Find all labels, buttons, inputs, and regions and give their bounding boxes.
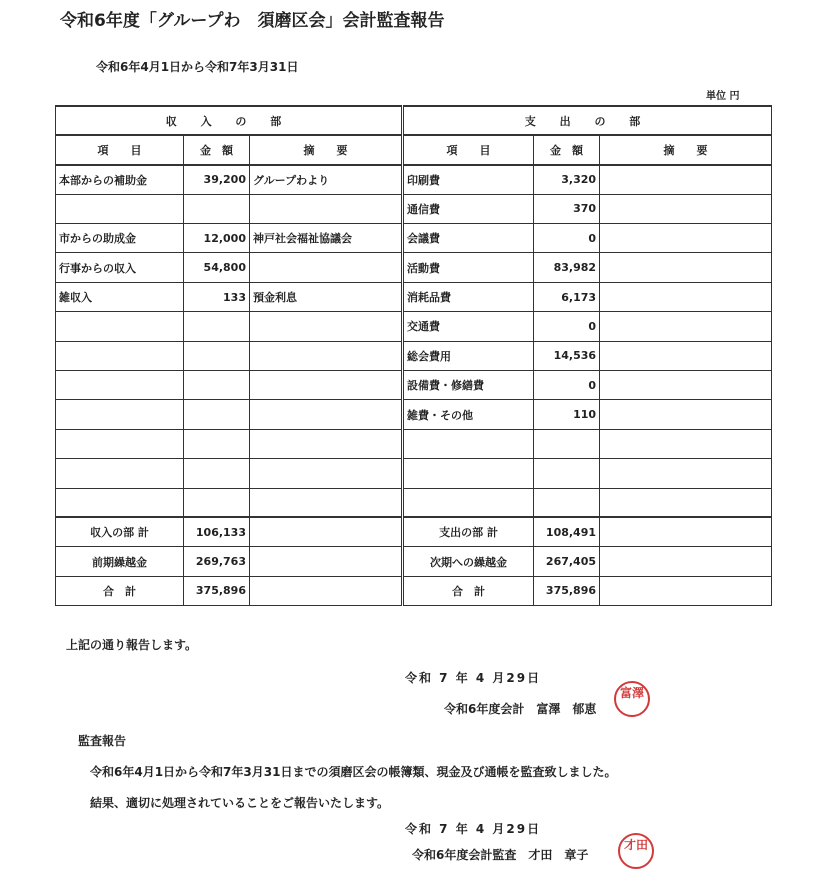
expense-amount: 0 <box>534 224 600 253</box>
income-amount <box>184 341 250 370</box>
auditor-signature: 令和6年度会計監査 才田 章子 <box>412 848 589 862</box>
ledger-row <box>56 282 772 311</box>
auditor-seal: 才田 <box>618 833 654 869</box>
income-item: 行事からの収入 <box>56 253 184 282</box>
ledger-row <box>56 429 772 458</box>
expense-amount <box>534 459 600 488</box>
income-subtotal-amount: 106,133 <box>184 517 250 546</box>
income-amount <box>184 194 250 223</box>
ledger-table <box>55 105 772 606</box>
income-note <box>250 341 402 370</box>
expense-carry-note <box>600 547 772 576</box>
fiscal-period: 令和6年4月1日から令和7年3月31日 <box>96 60 299 74</box>
income-item <box>56 429 184 458</box>
audit-body: 令和6年4月1日から令和7年3月31日までの須磨区会の帳簿類、現金及び通帳を監査致しました。 <box>90 765 617 779</box>
income-item: 本部からの補助金 <box>56 165 184 194</box>
audit-title: 監査報告 <box>78 734 127 748</box>
expense-amount: 3,320 <box>534 165 600 194</box>
expense-note <box>600 165 772 194</box>
income-item <box>56 488 184 517</box>
expense-amount: 370 <box>534 194 600 223</box>
income-note: 預金利息 <box>250 282 402 311</box>
income-item <box>56 371 184 400</box>
income-amount: 54,800 <box>184 253 250 282</box>
expense-note <box>600 341 772 370</box>
ledger-row <box>56 165 772 194</box>
income-carry-label: 前期繰越金 <box>56 547 184 576</box>
expense-col-note: 摘 要 <box>600 135 772 164</box>
expense-note <box>600 371 772 400</box>
expense-item: 活動費 <box>404 253 534 282</box>
ledger-row <box>56 488 772 517</box>
ledger-row <box>56 459 772 488</box>
ledger-row <box>56 371 772 400</box>
expense-item: 印刷費 <box>404 165 534 194</box>
income-note <box>250 194 402 223</box>
income-amount <box>184 488 250 517</box>
income-note <box>250 312 402 341</box>
expense-subtotal-note <box>600 517 772 546</box>
income-note <box>250 488 402 517</box>
income-note <box>250 371 402 400</box>
income-item: 市からの助成金 <box>56 224 184 253</box>
ledger-row <box>56 341 772 370</box>
expense-total-amount: 375,896 <box>534 576 600 605</box>
expense-note <box>600 224 772 253</box>
expense-section-header: 支 出 の 部 <box>404 106 772 135</box>
income-amount <box>184 459 250 488</box>
summary-row-total <box>56 576 772 605</box>
expense-amount <box>534 429 600 458</box>
audit-result: 結果、適切に処理されていることをご報告いたします。 <box>90 796 390 810</box>
expense-item: 雑費・その他 <box>404 400 534 429</box>
summary-row-carry <box>56 547 772 576</box>
unit-label: 単位 円 <box>706 91 740 102</box>
expense-note <box>600 488 772 517</box>
income-amount <box>184 371 250 400</box>
income-item <box>56 312 184 341</box>
report-title: 令和6年度「グループわ 須磨区会」会計監査報告 <box>60 11 445 31</box>
income-amount <box>184 400 250 429</box>
expense-amount: 0 <box>534 312 600 341</box>
expense-total-note <box>600 576 772 605</box>
expense-item <box>404 488 534 517</box>
expense-note <box>600 400 772 429</box>
expense-note <box>600 282 772 311</box>
expense-note <box>600 194 772 223</box>
expense-col-amount: 金 額 <box>534 135 600 164</box>
income-col-item: 項 目 <box>56 135 184 164</box>
income-subtotal-label: 収入の部 計 <box>56 517 184 546</box>
expense-amount: 14,536 <box>534 341 600 370</box>
ledger-row <box>56 312 772 341</box>
income-note <box>250 459 402 488</box>
income-amount <box>184 429 250 458</box>
expense-total-label: 合 計 <box>404 576 534 605</box>
income-section-header: 収 入 の 部 <box>56 106 402 135</box>
auditor-date: 令和 7 年 4 月29日 <box>405 822 542 836</box>
income-item <box>56 400 184 429</box>
ledger-row <box>56 400 772 429</box>
expense-note <box>600 459 772 488</box>
income-carry-note <box>250 547 402 576</box>
income-col-amount: 金 額 <box>184 135 250 164</box>
income-item <box>56 459 184 488</box>
ledger-row <box>56 194 772 223</box>
expense-item: 会議費 <box>404 224 534 253</box>
expense-item: 通信費 <box>404 194 534 223</box>
expense-item <box>404 429 534 458</box>
expense-item: 消耗品費 <box>404 282 534 311</box>
summary-row-subtotal <box>56 517 772 546</box>
ledger-row <box>56 224 772 253</box>
expense-note <box>600 253 772 282</box>
income-total-note <box>250 576 402 605</box>
income-note <box>250 400 402 429</box>
expense-subtotal-amount: 108,491 <box>534 517 600 546</box>
expense-col-item: 項 目 <box>404 135 534 164</box>
income-amount: 133 <box>184 282 250 311</box>
income-total-amount: 375,896 <box>184 576 250 605</box>
income-total-label: 合 計 <box>56 576 184 605</box>
income-note <box>250 429 402 458</box>
expense-carry-label: 次期への繰越金 <box>404 547 534 576</box>
expense-amount: 0 <box>534 371 600 400</box>
expense-amount: 83,982 <box>534 253 600 282</box>
expense-note <box>600 429 772 458</box>
income-amount: 12,000 <box>184 224 250 253</box>
income-subtotal-note <box>250 517 402 546</box>
expense-amount: 110 <box>534 400 600 429</box>
expense-carry-amount: 267,405 <box>534 547 600 576</box>
income-note: グループわより <box>250 165 402 194</box>
income-col-note: 摘 要 <box>250 135 402 164</box>
expense-item: 設備費・修繕費 <box>404 371 534 400</box>
expense-item: 交通費 <box>404 312 534 341</box>
treasurer-signature: 令和6年度会計 富澤 郁恵 <box>444 702 597 716</box>
expense-note <box>600 312 772 341</box>
expense-amount: 6,173 <box>534 282 600 311</box>
income-note: 神戸社会福祉協議会 <box>250 224 402 253</box>
expense-item: 総会費用 <box>404 341 534 370</box>
income-note <box>250 253 402 282</box>
income-amount: 39,200 <box>184 165 250 194</box>
expense-item <box>404 459 534 488</box>
income-item: 雑収入 <box>56 282 184 311</box>
income-item <box>56 341 184 370</box>
expense-amount <box>534 488 600 517</box>
income-amount <box>184 312 250 341</box>
report-note: 上記の通り報告します。 <box>66 638 198 652</box>
expense-subtotal-label: 支出の部 計 <box>404 517 534 546</box>
income-carry-amount: 269,763 <box>184 547 250 576</box>
treasurer-seal: 富澤 <box>614 681 650 717</box>
income-item <box>56 194 184 223</box>
treasurer-date: 令和 7 年 4 月29日 <box>405 671 542 685</box>
ledger-row <box>56 253 772 282</box>
